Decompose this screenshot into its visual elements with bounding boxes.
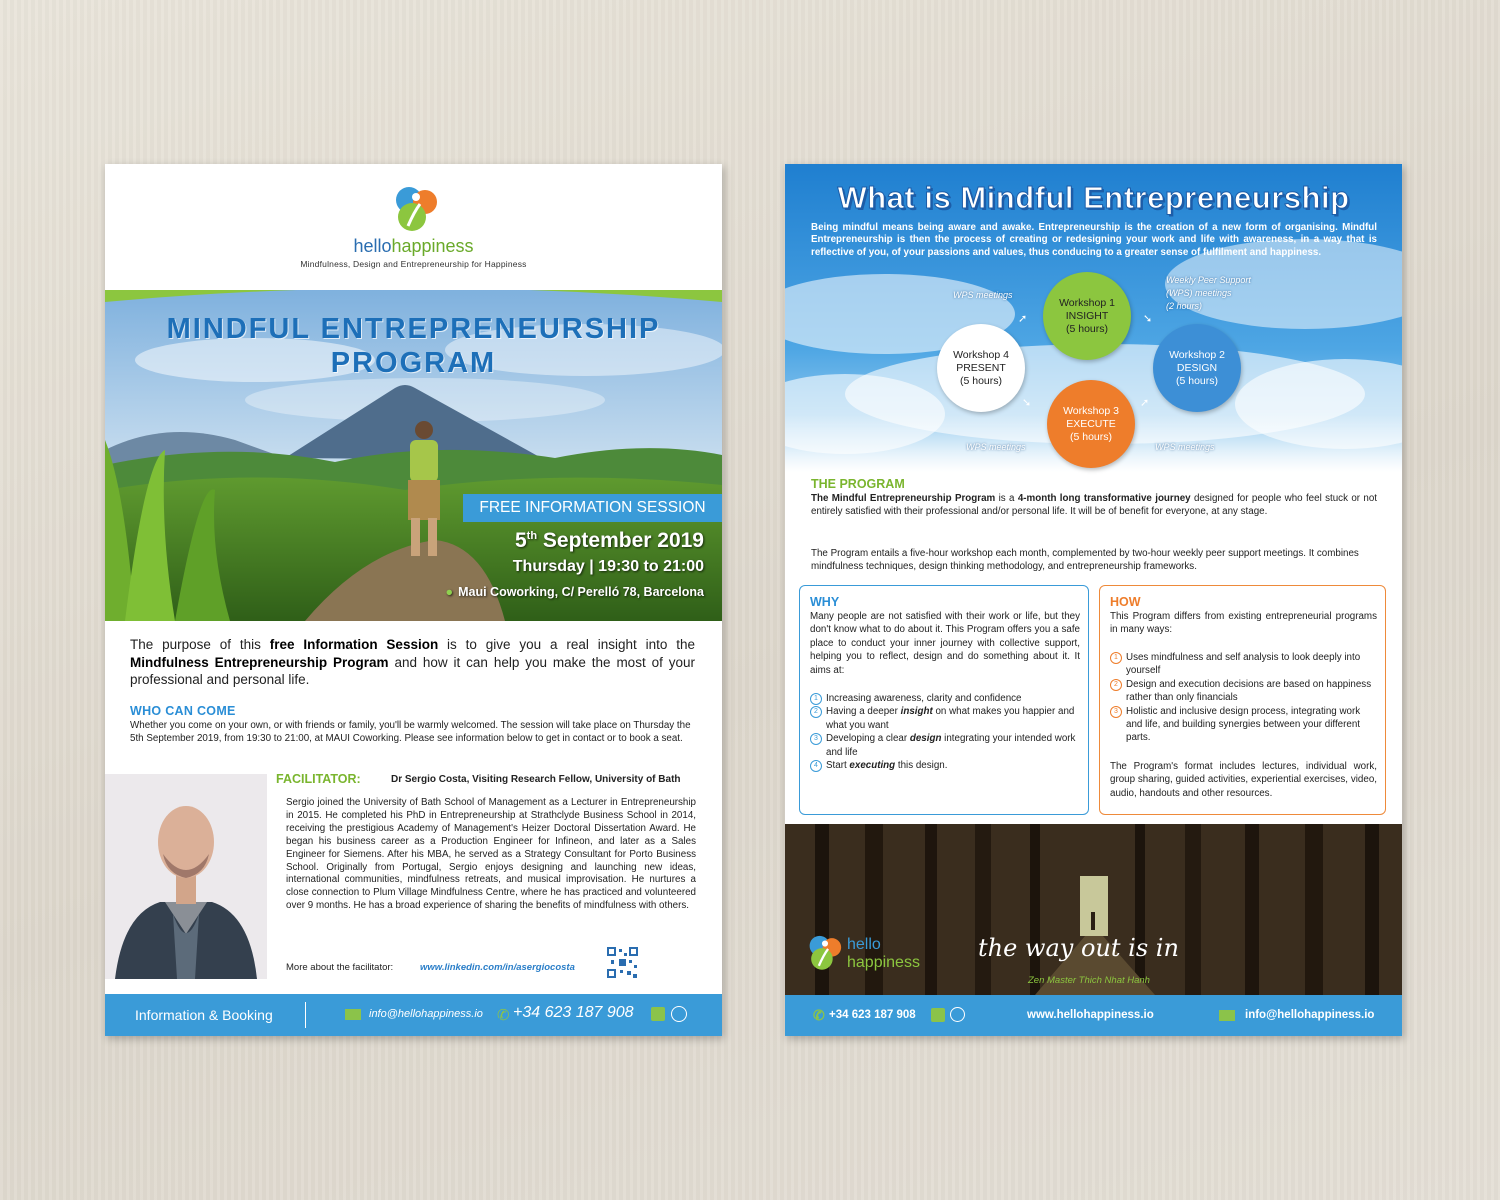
why-box (799, 585, 1089, 815)
workshop-3-circle: Workshop 3 EXECUTE (5 hours) (1047, 380, 1135, 468)
arrow-down-icon: ➘ (1143, 313, 1153, 325)
quote-author: Zen Master Thich Nhat Hanh (1028, 975, 1150, 986)
list-item: 2 Having a deeper insight on what makes you happier and what you want (810, 705, 1080, 732)
list-item: 1 Increasing awareness, clarity and confidence (810, 692, 1080, 705)
workshop-1-circle: Workshop 1 INSIGHT (5 hours) (1043, 272, 1131, 360)
how-list (1110, 651, 1377, 745)
mail-icon (345, 1009, 361, 1020)
list-item: 2 Design and execution decisions are based on happiness rather than only financials (1110, 678, 1377, 705)
list-item: 3 Developing a clear design integrating your intended work and life (810, 732, 1080, 759)
event-time: Thursday | 19:30 to 21:00 (512, 558, 704, 575)
footer-website-link[interactable]: www.hellohappiness.io (1027, 1009, 1154, 1021)
footer-email-link[interactable]: info@hellohappiness.io (369, 1008, 483, 1020)
event-date: 5th September 2019 (514, 529, 704, 552)
logo-tagline: Mindfulness, Design and Entrepreneurship for Happiness (300, 259, 527, 269)
mail-icon (1219, 1010, 1235, 1021)
program-title: MINDFUL ENTREPRENEURSHIP PROGRAM (166, 313, 661, 379)
logo-icon (390, 182, 442, 234)
front-footer (105, 994, 722, 1036)
video-call-icon[interactable] (651, 1007, 665, 1021)
facilitator-label: FACILITATOR: (276, 772, 361, 786)
why-heading: WHY (810, 595, 840, 609)
arrow-right-icon: ➚ (1018, 313, 1028, 325)
arrow-up-icon: ➘ (1022, 397, 1032, 409)
why-text: Many people are not satisfied with their work or life, but they don't know what to do about it. This Program offers you a safe place to conduct your inner journey with collective support, helping you to reflect, design and do something about it. It aims at: (810, 611, 1080, 676)
how-heading: HOW (1110, 595, 1141, 609)
event-venue: ● Maui Coworking, C/ Perelló 78, Barcelona (445, 585, 704, 599)
wps-label-bottom-right: WPS meetings (1155, 442, 1215, 452)
back-footer (785, 995, 1402, 1036)
who-can-come-heading: WHO CAN COME (130, 704, 236, 718)
wps-label-top-right: Weekly Peer Support (WPS) meetings (2 hours) (1166, 275, 1251, 311)
list-item: 4 Start executing this design. (810, 759, 1080, 772)
facilitator-name: Dr Sergio Costa, Visiting Research Fellow, University of Bath (391, 774, 681, 785)
facilitator-link-label: More about the facilitator: (286, 962, 394, 973)
who-can-come-text: Whether you come on your own, or with friends or family, you'll be warmly welcomed. The session will take place on Thursday the 5th September 2019, from 19:30 to 21:00, at MAUI Coworking. Please see information below to get in contact or to book a seat. (130, 720, 691, 745)
wps-label-top-left: WPS meetings (953, 290, 1013, 300)
how-format-text: The Program's format includes lectures, individual work, group sharing, guided activities, experiential exercises, video, audio, handouts and other resources. (1110, 761, 1377, 799)
video-call-icon[interactable] (931, 1008, 945, 1022)
logo-icon (805, 932, 845, 972)
phone-icon: ✆ (497, 1007, 510, 1024)
qr-code-icon[interactable] (606, 946, 639, 979)
arrow-left-icon: ➚ (1140, 397, 1150, 409)
logo-wordmark: hellohappiness (353, 236, 474, 256)
facilitator-linkedin-link[interactable]: www.linkedin.com/in/asergiocosta (420, 962, 575, 973)
wps-label-bottom-left: WPS meetings (966, 442, 1026, 452)
program-text: The Mindful Entrepreneurship Program is a 4-month long transformative journey designed for people who feel stuck or not entirely satisfied with their professional and/or personal life. It will be of benefit for everyone, at any stage. (811, 493, 1377, 517)
footer-divider (305, 1002, 306, 1028)
workshop-2-circle: Workshop 2 DESIGN (5 hours) (1153, 324, 1241, 412)
how-box (1099, 585, 1386, 815)
program-heading: THE PROGRAM (811, 477, 905, 491)
logo-wordmark: hello happiness (847, 936, 920, 971)
intro-paragraph: The purpose of this free Information Session is to give you a real insight into the Mindfulness Entrepreneurship Program and how it can help you make the most of your professional and personal life. (130, 637, 695, 687)
whatsapp-icon[interactable] (671, 1006, 687, 1022)
workshop-4-circle: Workshop 4 PRESENT (5 hours) (937, 324, 1025, 412)
footer-info-label: Information & Booking (135, 1007, 273, 1023)
footer-phone-link[interactable]: +34 623 187 908 (513, 1004, 634, 1021)
location-pin-icon: ● (445, 585, 454, 599)
footer-phone-link[interactable]: +34 623 187 908 (829, 1009, 916, 1021)
facilitator-bio: Sergio joined the University of Bath School of Management as a Lecturer in Entrepreneurship in 2015. He completed his PhD in Entrepreneurship at Strathclyde Business School in 2014, receiving the prestigious Academy of Management's Heizer Doctoral Dissertation Award. He began his business career as a Production Engineer for Infineon, and later as a Sales Engineer for Siemens. After his MBA, he served as a Strategy Consultant for Porto Business School. Originally from Portugal, Sergio enjoys designing and launching new ideas, international communities, mindfulness retreats, and musical improvisation. He nurtures a close connection to Plum Village Mindfulness Centre, where he has practiced and volunteered over 9 months. He has a broad experience of sharing the benefits of mindfulness with others. (286, 797, 696, 912)
flyer-front (105, 164, 722, 1036)
back-title: What is Mindful Entrepreneurship (837, 180, 1350, 215)
whatsapp-icon[interactable] (950, 1007, 965, 1022)
program-structure-text: The Program entails a five-hour workshop each month, complemented by two-hour weekly peer support meetings. It combines mindfulness techniques, design thinking methodology, and entrepreneurship frameworks. (811, 548, 1359, 572)
list-item: 3 Holistic and inclusive design process, integrating work and life, and building synergies between your different parts. (1110, 705, 1377, 745)
list-item: 1 Uses mindfulness and self analysis to look deeply into yourself (1110, 651, 1377, 678)
free-session-banner: FREE INFORMATION SESSION (463, 494, 722, 522)
phone-icon: ✆ (813, 1007, 825, 1023)
footer-email-link[interactable]: info@hellohappiness.io (1245, 1009, 1375, 1021)
why-list (810, 692, 1080, 772)
quote-text: the way out is in (978, 934, 1179, 962)
back-intro-text: Being mindful means being aware and awake. Entrepreneurship is the creation of a new form of organising. Mindful Entrepreneurship is then the process of creating or redesigning your work and life with awareness, in a way that is reflective of you, of your passions and values, thus conducing to a greater sense of fulfilment and happiness. (811, 222, 1377, 258)
facilitator-photo (105, 774, 267, 979)
how-text: This Program differs from existing entrepreneurial programs in many ways: (1110, 611, 1377, 636)
flyer-back (785, 164, 1402, 1036)
